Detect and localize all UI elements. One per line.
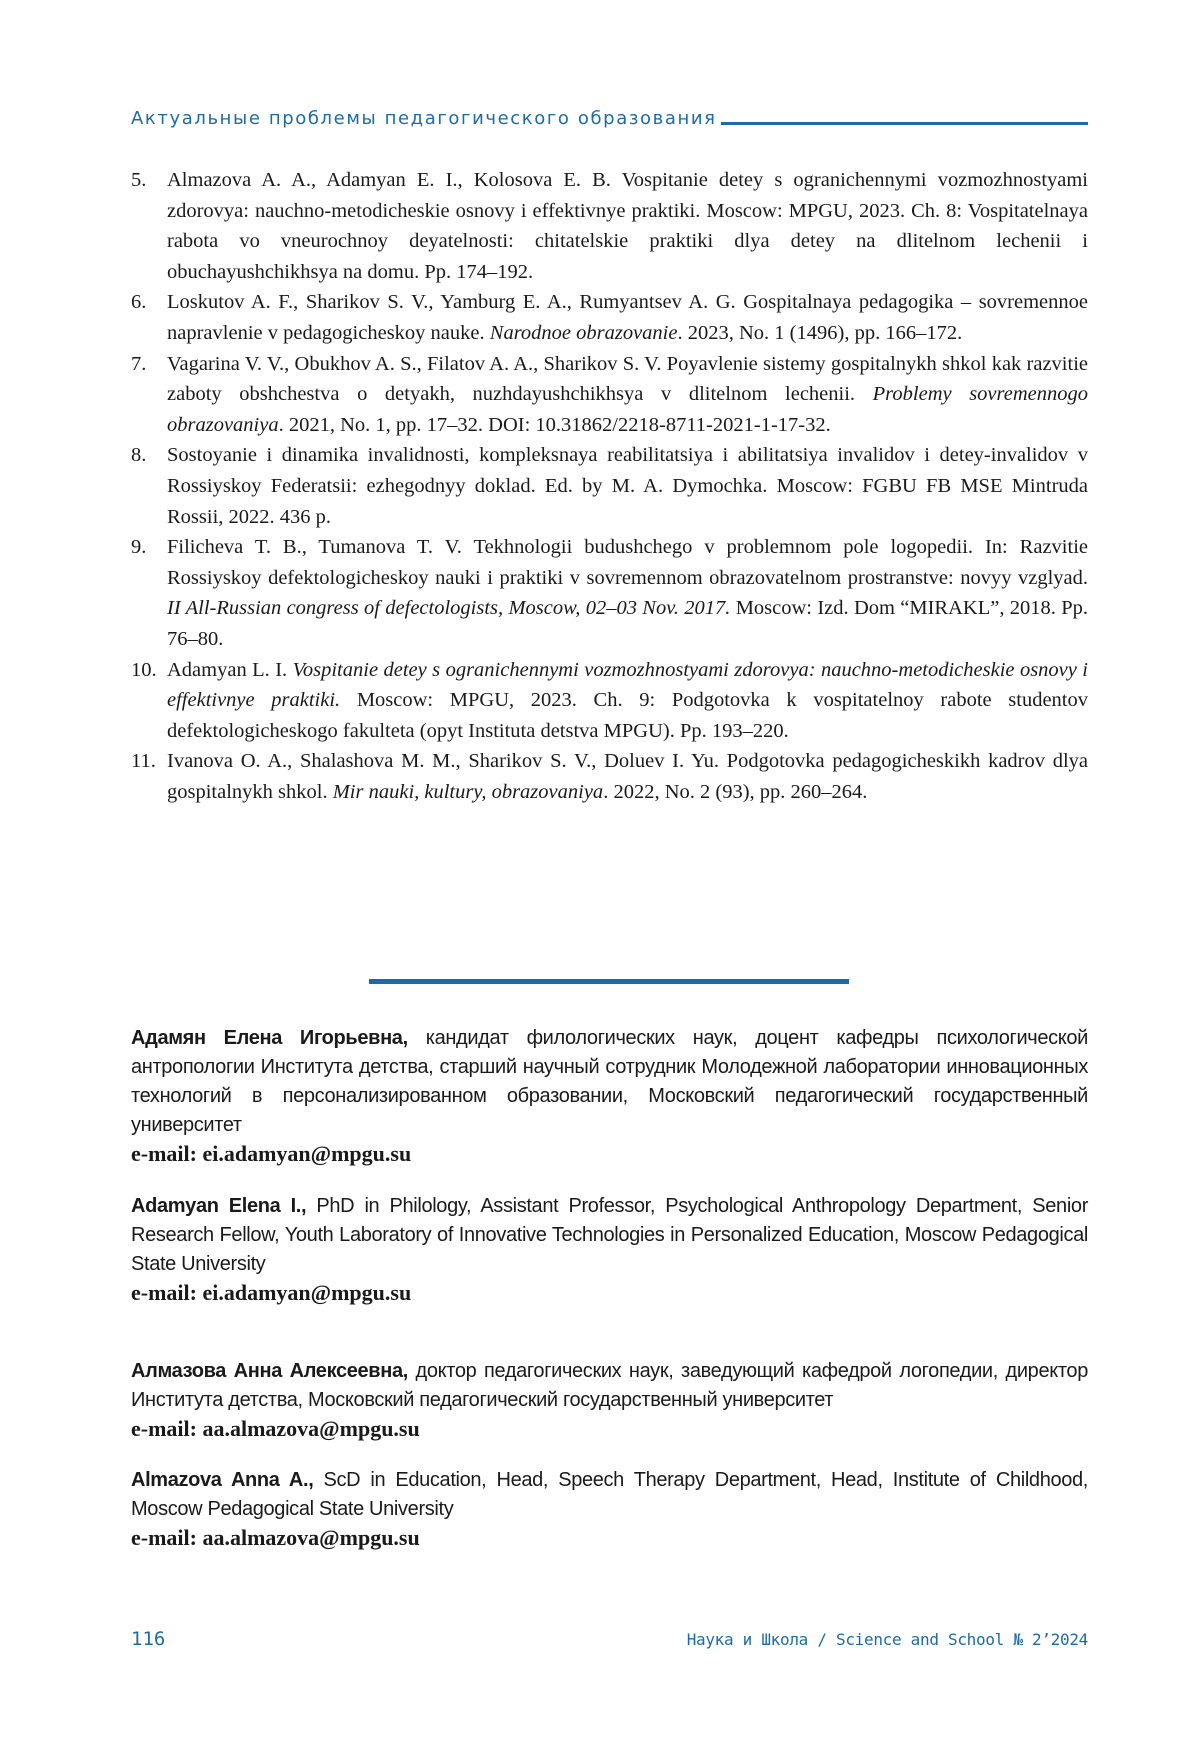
header-rule bbox=[721, 122, 1088, 125]
author-description: кандидат филологических наук, доцент кафедры психологической антропологии Института детства, старший научный сотрудник Молодежной лаборатории инновационных технологий в персонализированном образовании, Московский педагогический государственный университет bbox=[131, 1027, 1089, 1136]
page-number: 116 bbox=[131, 1628, 166, 1650]
reference-source-title: Vospitanie detey s ogranichennymi vozmozhnostyami zdorovya: nauchno-metodicheskie osnovy i effektivnye praktiki. bbox=[167, 658, 1088, 712]
reference-text: . 2021, No. 1, pp. 17–32. DOI: 10.31862/2218-8711-2021-1-17-32. bbox=[278, 413, 831, 436]
references-list bbox=[131, 165, 1088, 807]
author-block-almazova-en bbox=[131, 1466, 1088, 1552]
reference-item bbox=[131, 746, 1088, 807]
reference-number: 8. bbox=[131, 444, 147, 467]
reference-text: Ivanova O. A., Shalashova M. M., Sharikov S. V., Doluev I. Yu. Podgotovka pedagogicheskikh kadrov dlya gospitalnykh shkol. bbox=[167, 750, 1088, 803]
reference-number: 10. bbox=[131, 658, 157, 681]
page-footer bbox=[131, 1628, 1088, 1652]
author-name: Алмазова Анна Алексеевна, bbox=[131, 1360, 408, 1382]
author-description: доктор педагогических наук, заведующий кафедрой логопедии, директор Института детства, Московский педагогический государственный университет bbox=[131, 1360, 1088, 1411]
author-block-adamyan-en bbox=[131, 1192, 1088, 1307]
author-bio bbox=[131, 1024, 1088, 1140]
section-divider bbox=[369, 979, 849, 984]
reference-text: Almazova A. A., Adamyan E. I., Kolosova E. B. Vospitanie detey s ogranichennymi vozmozhnostyami zdorovya: nauchno-metodicheskie osnovy i effektivnye praktiki. Moscow: MPGU, 2023. Ch. 8: Vospitatelnaya rabota vo vneurochnoy deyatelnosti: chitatelskie praktiki dlya detey na dlitelnom lechenii i obuchayushchikhsya na domu. Pp. 174–192. bbox=[167, 169, 1088, 283]
reference-item bbox=[131, 655, 1088, 747]
reference-text: Moscow: Izd. Dom “MIRAKL”, 2018. Pp. 76–80. bbox=[167, 597, 1088, 650]
reference-number: 7. bbox=[131, 352, 147, 375]
author-email: e-mail: aa.almazova@mpgu.su bbox=[131, 1525, 420, 1550]
running-head bbox=[131, 104, 1088, 128]
reference-item bbox=[131, 532, 1088, 654]
author-name: Адамян Елена Игорьевна, bbox=[131, 1027, 408, 1049]
reference-text: Adamyan L. I. bbox=[167, 658, 293, 681]
reference-item bbox=[131, 165, 1088, 287]
reference-item bbox=[131, 287, 1088, 348]
author-name: Almazova Anna A., bbox=[131, 1469, 314, 1491]
section-title: Актуальные проблемы педагогического образования bbox=[131, 108, 717, 129]
reference-number: 6. bbox=[131, 291, 147, 314]
reference-text: . 2023, No. 1 (1496), pp. 166–172. bbox=[677, 321, 963, 344]
reference-source-title: II All-Russian congress of defectologists, Moscow, 02–03 Nov. 2017. bbox=[167, 597, 731, 620]
reference-source-title: Problemy sovremennogo obrazovaniya bbox=[167, 383, 1089, 436]
reference-number: 5. bbox=[131, 169, 147, 191]
reference-item bbox=[131, 440, 1088, 532]
author-email: e-mail: ei.adamyan@mpgu.su bbox=[131, 1141, 412, 1166]
journal-issue: Наука и Школа / Science and School № 2’2024 bbox=[686, 1630, 1088, 1649]
author-bio bbox=[131, 1192, 1088, 1279]
reference-source-title: Narodnoe obrazovanie bbox=[489, 321, 678, 344]
reference-text: Filicheva T. B., Tumanova T. V. Tekhnologii budushchego v problemnom pole logopedii. In: Razvitie Rossiyskoy defektologicheskoy nauki i praktiki v sovremennom obrazovatelnom prostranstve: novyy vzglyad. bbox=[167, 536, 1088, 589]
reference-item bbox=[131, 349, 1088, 441]
author-email: e-mail: ei.adamyan@mpgu.su bbox=[131, 1280, 412, 1305]
author-description: PhD in Philology, Assistant Professor, Psychological Anthropology Department, Senior Research Fellow, Youth Laboratory of Innovative Technologies in Personalized Education, Moscow Pedagogical State University bbox=[131, 1195, 1088, 1275]
reference-number: 9. bbox=[131, 536, 147, 559]
reference-source-title: Mir nauki, kultury, obrazovaniya bbox=[332, 780, 604, 803]
author-block-adamyan-ru bbox=[131, 1024, 1088, 1168]
author-name: Adamyan Elena I., bbox=[131, 1195, 307, 1217]
reference-text: . 2022, No. 2 (93), pp. 260–264. bbox=[603, 780, 868, 803]
reference-text: Moscow: MPGU, 2023. Ch. 9: Podgotovka k vospitatelnoy rabote studentov defektologicheskogo fakulteta (opyt Instituta detstva MPGU). Pp. 193–220. bbox=[167, 689, 1088, 742]
reference-number: 11. bbox=[131, 750, 156, 773]
author-block-almazova-ru bbox=[131, 1357, 1088, 1443]
author-bio bbox=[131, 1466, 1088, 1524]
author-description: ScD in Education, Head, Speech Therapy Department, Head, Institute of Childhood, Moscow Pedagogical State University bbox=[131, 1469, 1088, 1520]
reference-text: Sostoyanie i dinamika invalidnosti, kompleksnaya reabilitatsiya i abilitatsiya invalidov i detey-invalidov v Rossiyskoy Federatsii: ezhegodnyy doklad. Ed. by M. A. Dymochka. Moscow: FGBU FB MSE Mintruda Rossii, 2022. 436 p. bbox=[167, 444, 1088, 528]
reference-text: Vagarina V. V., Obukhov A. S., Filatov A. A., Sharikov S. V. Poyavlenie sistemy gospitalnykh shkol kak razvitie zaboty obshchestva o detyakh, nuzhdayushchikhsya v dlitelnom lechenii. bbox=[167, 352, 1088, 406]
author-bio bbox=[131, 1357, 1088, 1415]
reference-text: Loskutov A. F., Sharikov S. V., Yamburg E. A., Rumyantsev A. G. Gospitalnaya pedagogika – sovremennoe napravlenie v pedagogicheskoy nauke. bbox=[167, 291, 1088, 344]
author-email: e-mail: aa.almazova@mpgu.su bbox=[131, 1416, 420, 1441]
